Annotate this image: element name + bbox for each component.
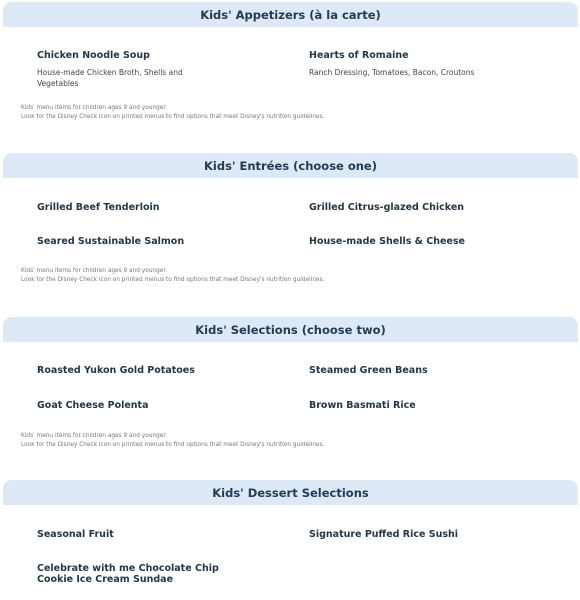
- menu-item-roasted-yukon-gold-potatoes: Roasted Yukon Gold Potatoes: [37, 365, 195, 376]
- appetizers-header: [3, 2, 578, 27]
- menu-item-description: House-made Chicken Broth, Shells and Vegetables: [37, 68, 183, 88]
- menu-item-steamed-green-beans: Steamed Green Beans: [309, 365, 428, 376]
- menu-item-hearts-of-romaine: Hearts of Romaine: [309, 50, 409, 61]
- menu-item-goat-cheese-polenta: Goat Cheese Polenta: [37, 400, 149, 411]
- menu-item-seared-sustainable-salmon: Seared Sustainable Salmon: [37, 236, 185, 247]
- menu-item-house-made-shells-cheese: House-made Shells & Cheese: [309, 236, 465, 247]
- menu-note: Kids' menu items for children ages 9 and younger. Look for the Disney Check icon on printed menus to find options that meet Disney's nutrition guidelines.: [21, 433, 325, 448]
- desserts-title: Kids' Dessert Selections: [212, 485, 369, 500]
- entrees-header: [3, 153, 578, 178]
- menu-item-seasonal-fruit: Seasonal Fruit: [37, 529, 114, 540]
- menu-item-grilled-citrus-glazed-chicken: Grilled Citrus-glazed Chicken: [309, 202, 465, 213]
- menu-item-chicken-noodle-soup: Chicken Noodle Soup: [37, 50, 150, 61]
- selections-title: Kids' Selections (choose two): [195, 322, 386, 337]
- menu-item-signature-puffed-rice-sushi: Signature Puffed Rice Sushi: [309, 529, 459, 540]
- selections-header: [3, 317, 578, 342]
- menu-item-grilled-beef-tenderloin: Grilled Beef Tenderloin: [37, 202, 160, 213]
- menu-item-description: Ranch Dressing, Tomatoes, Bacon, Croutons: [309, 68, 475, 77]
- desserts-header: [3, 480, 578, 505]
- menu-item-brown-basmati-rice: Brown Basmati Rice: [309, 400, 416, 411]
- entrees-title: Kids' Entrées (choose one): [204, 158, 377, 173]
- appetizers-title: Kids' Appetizers (à la carte): [200, 7, 381, 22]
- menu-item-chocolate-chip-sundae: Celebrate with me Chocolate Chip Cookie Ice Cream Sundae: [37, 563, 219, 585]
- menu-note: Kids' menu items for children ages 9 and younger. Look for the Disney Check icon on printed menus to find options that meet Disney's nutrition guidelines.: [21, 268, 325, 283]
- menu-note: Kids' menu items for children ages 9 and younger. Look for the Disney Check icon on printed menus to find options that meet Disney's nutrition guidelines.: [21, 105, 325, 120]
